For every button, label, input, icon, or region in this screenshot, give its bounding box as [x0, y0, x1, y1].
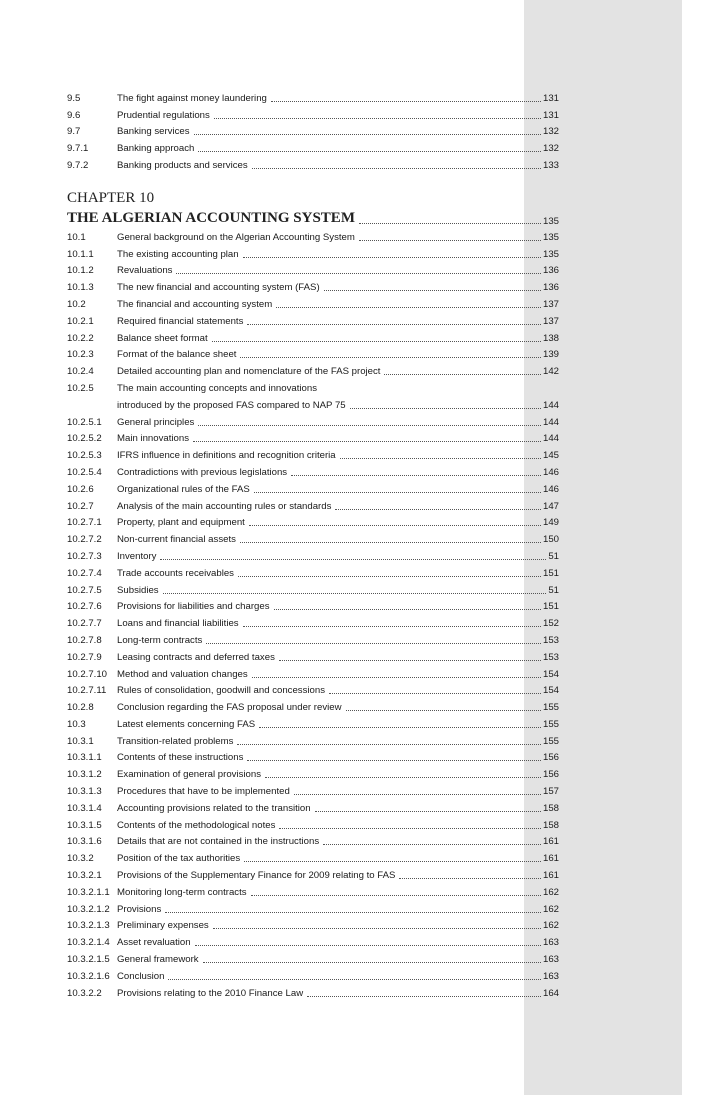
chapter-title-entry[interactable] [67, 207, 559, 227]
entry-page-number: 151 [542, 567, 559, 579]
entry-number: 10.2.8 [67, 702, 94, 714]
leader-dots [324, 289, 541, 291]
leader-dots [350, 407, 541, 409]
entry-title-line-2: introduced by the proposed FAS compared to NAP 75 [117, 399, 346, 411]
entry-page-number: 163 [542, 970, 559, 982]
entry-page-number: 146 [542, 483, 559, 495]
entry-page-number: 161 [542, 836, 559, 848]
toc-entry[interactable] [67, 664, 559, 681]
entry-title: Procedures that have to be implemented [117, 786, 290, 798]
toc-entry-first-line [67, 378, 559, 395]
entry-title: Long-term contracts [117, 634, 203, 646]
toc-entry[interactable] [67, 227, 559, 244]
chapter-label: CHAPTER 10 [67, 189, 155, 206]
entry-number: 10.2.5.2 [67, 433, 102, 445]
entry-title: Analysis of the main accounting rules or standards [117, 500, 332, 512]
leader-dots [163, 592, 547, 594]
toc-entry[interactable] [67, 361, 559, 378]
entry-page-number: 152 [542, 618, 559, 630]
entry-title: Detailed accounting plan and nomenclature of the FAS project [117, 366, 381, 378]
toc-entry[interactable] [67, 122, 559, 139]
leader-dots [252, 676, 541, 678]
leader-dots [249, 524, 541, 526]
entry-number: 10.3.2.1.4 [67, 937, 110, 949]
entry-title: Banking products and services [117, 159, 248, 171]
entry-page-number: 145 [542, 450, 559, 462]
leader-dots [195, 944, 541, 946]
entry-page-number: 154 [542, 685, 559, 697]
entry-title: Rules of consolidation, goodwill and concessions [117, 685, 325, 697]
entry-number: 10.2.5.1 [67, 416, 102, 428]
entry-number: 10.2.7.4 [67, 567, 102, 579]
leader-dots [276, 306, 541, 308]
leader-dots [194, 133, 541, 135]
entry-number: 10.2 [67, 298, 86, 310]
entry-title: Banking services [117, 126, 190, 138]
toc-entry[interactable] [67, 647, 559, 664]
entry-page-number: 153 [542, 651, 559, 663]
toc-entry[interactable] [67, 105, 559, 122]
entry-number: 10.3.1.6 [67, 836, 102, 848]
entry-title: Method and valuation changes [117, 668, 248, 680]
entry-page-number: 162 [542, 920, 559, 932]
entry-page-number: 133 [542, 159, 559, 171]
entry-number: 9.7.2 [67, 159, 89, 171]
entry-page-number: 136 [542, 282, 559, 294]
entry-page-number: 161 [542, 853, 559, 865]
entry-title-line-1: The main accounting concepts and innovations [117, 382, 317, 394]
leader-dots [176, 272, 541, 274]
entry-number: 10.1 [67, 231, 86, 243]
leader-dots [259, 726, 541, 728]
entry-title: Non-current financial assets [117, 534, 236, 546]
toc-entry[interactable] [67, 412, 559, 429]
entry-page-number: 158 [542, 819, 559, 831]
leader-dots [279, 659, 541, 661]
entry-number: 10.2.3 [67, 349, 94, 361]
leader-dots [399, 877, 541, 879]
entry-page-number: 135 [542, 248, 559, 260]
entry-page-number: 137 [542, 315, 559, 327]
entry-number: 9.5 [67, 92, 81, 104]
entry-page-number: 162 [542, 903, 559, 915]
entry-number: 10.2.7.1 [67, 517, 102, 529]
entry-number: 10.3.2.2 [67, 987, 102, 999]
entry-title: Balance sheet format [117, 332, 208, 344]
leader-dots [237, 743, 541, 745]
leader-dots [247, 759, 541, 761]
leader-dots [238, 575, 541, 577]
entry-number: 10.3.1 [67, 735, 94, 747]
entry-number: 9.7 [67, 126, 81, 138]
toc-entry[interactable] [67, 748, 559, 765]
entry-title: Provisions for liabilities and charges [117, 601, 270, 613]
toc-entry[interactable] [67, 138, 559, 155]
entry-page-number: 155 [542, 718, 559, 730]
leader-dots [323, 843, 541, 845]
leader-dots [265, 776, 541, 778]
leader-dots [254, 491, 541, 493]
entry-number: 10.2.7.9 [67, 651, 102, 663]
entry-title: Provisions relating to the 2010 Finance Law [117, 987, 304, 999]
entry-page-number: 157 [542, 786, 559, 798]
table-of-contents [67, 88, 559, 1000]
entry-page-number: 132 [542, 126, 559, 138]
toc-entry[interactable] [67, 865, 559, 882]
toc-entry[interactable] [67, 546, 559, 563]
toc-entry[interactable] [67, 294, 559, 311]
toc-entry[interactable] [67, 916, 559, 933]
toc-entry[interactable] [67, 882, 559, 899]
entry-title: Contradictions with previous legislations [117, 466, 288, 478]
toc-entry[interactable] [67, 815, 559, 832]
entry-number: 10.3.1.5 [67, 819, 102, 831]
entry-page-number: 156 [542, 769, 559, 781]
entry-title: Prudential regulations [117, 109, 210, 121]
toc-entry[interactable] [67, 88, 559, 105]
entry-number: 10.2.6 [67, 483, 94, 495]
entry-title: The new financial and accounting system (FAS) [117, 282, 320, 294]
leader-dots [335, 508, 541, 510]
leader-dots [252, 167, 541, 169]
entry-title: Trade accounts receivables [117, 567, 234, 579]
entry-title: The fight against money laundering [117, 92, 267, 104]
entry-page-number: 136 [542, 265, 559, 277]
leader-dots [213, 927, 541, 929]
entry-number: 10.3.1.3 [67, 786, 102, 798]
entry-page-number: 163 [542, 937, 559, 949]
toc-entry-multiline[interactable] [67, 378, 559, 412]
leader-dots [346, 709, 541, 711]
toc-entry[interactable] [67, 429, 559, 446]
toc-entry[interactable] [67, 496, 559, 513]
toc-entry[interactable] [67, 681, 559, 698]
toc-entry[interactable] [67, 445, 559, 462]
entry-page-number: 150 [542, 534, 559, 546]
toc-section-chapter-10-part-1 [67, 227, 559, 378]
entry-title: Format of the balance sheet [117, 349, 237, 361]
leader-dots [340, 457, 541, 459]
entry-title: General principles [117, 416, 195, 428]
entry-title: Property, plant and equipment [117, 517, 245, 529]
entry-page-number: 146 [542, 466, 559, 478]
entry-page-number: 135 [542, 231, 559, 243]
entry-title: Transition-related problems [117, 735, 234, 747]
entry-title: Subsidies [117, 584, 159, 596]
entry-page-number: 144 [542, 399, 559, 411]
entry-title: Monitoring long-term contracts [117, 886, 247, 898]
entry-title: The existing accounting plan [117, 248, 239, 260]
leader-dots [243, 625, 541, 627]
entry-number: 10.2.5.4 [67, 466, 102, 478]
entry-number: 10.3.2.1.6 [67, 970, 110, 982]
toc-entry-second-line [67, 395, 559, 412]
entry-page-number: 155 [542, 702, 559, 714]
entry-number: 10.2.5 [67, 382, 94, 394]
leader-dots [251, 894, 541, 896]
entry-title: Main innovations [117, 433, 189, 445]
leader-dots [198, 150, 541, 152]
entry-title: Details that are not contained in the instructions [117, 836, 320, 848]
entry-page-number: 144 [542, 433, 559, 445]
toc-entry[interactable] [67, 731, 559, 748]
entry-number: 10.3.1.2 [67, 769, 102, 781]
leader-dots [160, 558, 546, 560]
entry-number: 10.2.7.3 [67, 550, 102, 562]
toc-entry[interactable] [67, 613, 559, 630]
entry-page-number: 138 [542, 332, 559, 344]
entry-page-number: 151 [542, 601, 559, 613]
toc-entry[interactable] [67, 697, 559, 714]
leader-dots [359, 222, 541, 224]
entry-number: 10.2.7.10 [67, 668, 108, 680]
entry-title: Contents of these instructions [117, 752, 244, 764]
entry-title: Latest elements concerning FAS [117, 718, 256, 730]
leader-dots [274, 608, 541, 610]
entry-page-number: 142 [542, 366, 559, 378]
toc-entry[interactable] [67, 328, 559, 345]
entry-title: General framework [117, 954, 199, 966]
entry-number: 10.3.2.1.3 [67, 920, 110, 932]
entry-title: Provisions of the Supplementary Finance for 2009 relating to FAS [117, 870, 396, 882]
entry-number: 10.2.5.3 [67, 450, 102, 462]
toc-entry[interactable] [67, 479, 559, 496]
toc-entry[interactable] [67, 155, 559, 172]
entry-title: Loans and financial liabilities [117, 618, 239, 630]
toc-entry[interactable] [67, 513, 559, 530]
leader-dots [214, 117, 541, 119]
entry-title: Preliminary expenses [117, 920, 209, 932]
entry-page-number: 131 [542, 92, 559, 104]
entry-number: 10.3 [67, 718, 86, 730]
leader-dots [384, 373, 541, 375]
toc-entry[interactable] [67, 781, 559, 798]
entry-page-number: 137 [542, 298, 559, 310]
leader-dots [307, 995, 541, 997]
leader-dots [198, 424, 541, 426]
entry-title: Inventory [117, 550, 157, 562]
entry-page-number: 149 [542, 517, 559, 529]
leader-dots [193, 440, 541, 442]
entry-number: 10.2.4 [67, 366, 94, 378]
section-gap [67, 172, 559, 189]
entry-page-number: 164 [542, 987, 559, 999]
entry-number: 10.2.7.11 [67, 685, 107, 697]
toc-entry[interactable] [67, 261, 559, 278]
entry-title: Organizational rules of the FAS [117, 483, 250, 495]
leader-dots [291, 474, 541, 476]
entry-number: 10.2.7.7 [67, 618, 102, 630]
toc-entry[interactable] [67, 966, 559, 983]
entry-title: The financial and accounting system [117, 298, 273, 310]
entry-number: 10.2.7.5 [67, 584, 102, 596]
entry-number: 10.2.7 [67, 500, 94, 512]
leader-dots [168, 978, 541, 980]
leader-dots [279, 827, 541, 829]
entry-number: 9.6 [67, 109, 81, 121]
entry-number: 9.7.1 [67, 143, 89, 155]
entry-title: Position of the tax authorities [117, 853, 241, 865]
entry-number: 10.2.1 [67, 315, 94, 327]
entry-title: Accounting provisions related to the transition [117, 802, 311, 814]
entry-page-number: 154 [542, 668, 559, 680]
entry-page-number: 158 [542, 802, 559, 814]
entry-page-number: 162 [542, 886, 559, 898]
leader-dots [240, 541, 541, 543]
entry-title: Required financial statements [117, 315, 244, 327]
toc-entry[interactable] [67, 597, 559, 614]
entry-page-number: 144 [542, 416, 559, 428]
entry-number: 10.3.1.4 [67, 802, 102, 814]
toc-entry[interactable] [67, 798, 559, 815]
entry-number: 10.2.7.6 [67, 601, 102, 613]
toc-section-chapter-10-part-2 [67, 412, 559, 1000]
leader-dots [212, 340, 541, 342]
entry-number: 10.2.2 [67, 332, 94, 344]
entry-number: 10.3.2 [67, 853, 94, 865]
entry-page-number: 163 [542, 954, 559, 966]
entry-page-number: 139 [542, 349, 559, 361]
chapter-page-number: 135 [542, 215, 559, 227]
entry-number: 10.3.2.1 [67, 870, 102, 882]
leader-dots [243, 256, 541, 258]
entry-number: 10.3.2.1.2 [67, 903, 110, 915]
toc-entry[interactable] [67, 529, 559, 546]
leader-dots [315, 810, 541, 812]
entry-title: Examination of general provisions [117, 769, 261, 781]
entry-title: IFRS influence in definitions and recognition criteria [117, 450, 336, 462]
toc-entry[interactable] [67, 899, 559, 916]
toc-entry[interactable] [67, 630, 559, 647]
entry-number: 10.1.2 [67, 265, 94, 277]
entry-page-number: 147 [542, 500, 559, 512]
leader-dots [165, 911, 541, 913]
entry-title: General background on the Algerian Accounting System [117, 231, 355, 243]
entry-title: Revaluations [117, 265, 173, 277]
toc-entry[interactable] [67, 932, 559, 949]
entry-number: 10.3.2.1.5 [67, 954, 110, 966]
leader-dots [203, 961, 541, 963]
entry-title: Contents of the methodological notes [117, 819, 276, 831]
toc-section-chapter-9 [67, 88, 559, 172]
entry-page-number: 51 [548, 584, 559, 596]
toc-entry[interactable] [67, 848, 559, 865]
leader-dots [247, 323, 541, 325]
toc-entry[interactable] [67, 832, 559, 849]
entry-page-number: 132 [542, 143, 559, 155]
toc-entry[interactable] [67, 462, 559, 479]
entry-number: 10.2.7.2 [67, 534, 102, 546]
entry-title: Conclusion [117, 970, 165, 982]
leader-dots [240, 356, 541, 358]
leader-dots [329, 692, 541, 694]
entry-page-number: 155 [542, 735, 559, 747]
entry-title: Leasing contracts and deferred taxes [117, 651, 275, 663]
entry-number: 10.1.1 [67, 248, 94, 260]
entry-title: Conclusion regarding the FAS proposal under review [117, 702, 342, 714]
entry-page-number: 131 [542, 109, 559, 121]
toc-entry[interactable] [67, 764, 559, 781]
entry-number: 10.2.7.8 [67, 634, 102, 646]
entry-number: 10.3.2.1.1 [67, 886, 110, 898]
toc-entry[interactable] [67, 244, 559, 261]
entry-title: Asset revaluation [117, 937, 191, 949]
chapter-title: THE ALGERIAN ACCOUNTING SYSTEM [67, 209, 355, 226]
leader-dots [244, 860, 541, 862]
toc-entry[interactable] [67, 714, 559, 731]
entry-page-number: 51 [548, 550, 559, 562]
entry-page-number: 156 [542, 752, 559, 764]
toc-entry[interactable] [67, 580, 559, 597]
toc-entry[interactable] [67, 311, 559, 328]
leader-dots [359, 239, 541, 241]
toc-entry[interactable] [67, 563, 559, 580]
entry-page-number: 153 [542, 634, 559, 646]
toc-entry[interactable] [67, 345, 559, 362]
toc-entry[interactable] [67, 949, 559, 966]
leader-dots [271, 100, 541, 102]
entry-title: Provisions [117, 903, 162, 915]
leader-dots [294, 793, 541, 795]
entry-number: 10.3.1.1 [67, 752, 102, 764]
toc-entry[interactable] [67, 983, 559, 1000]
entry-number: 10.1.3 [67, 282, 94, 294]
entry-page-number: 161 [542, 870, 559, 882]
entry-title: Banking approach [117, 143, 195, 155]
toc-entry[interactable] [67, 277, 559, 294]
leader-dots [206, 642, 541, 644]
